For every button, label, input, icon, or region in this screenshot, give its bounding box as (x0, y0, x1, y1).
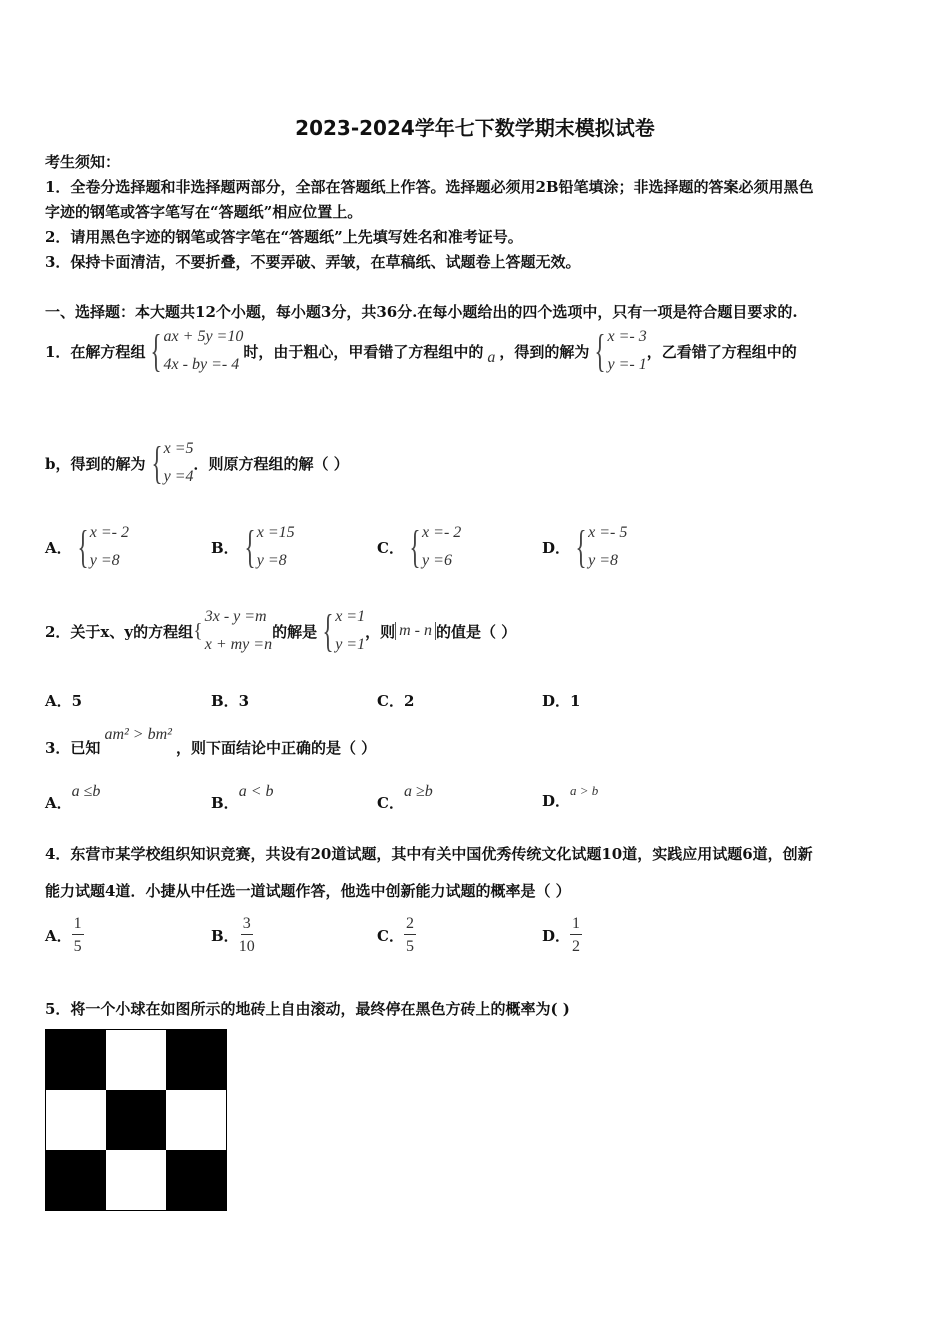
q4-option-a[interactable] (45, 914, 84, 957)
q1-sol1-y: y =- 1 (607, 356, 647, 373)
q1-line2-suffix: ．则原方程组的解（ ） (193, 454, 349, 473)
numerator: 2 (404, 914, 416, 935)
notice-heading: 考生须知： (45, 153, 121, 171)
q4-option-b[interactable] (211, 914, 255, 957)
q2-eq1: 3x - y =m (204, 608, 267, 625)
q2-eq2: x + my =n (204, 636, 273, 653)
brace-icon: { (409, 521, 421, 572)
floor-tile-grid (45, 1029, 227, 1211)
notice-item-1a: 1．全卷分选择题和非选择题两部分，全部在答题纸上作答。选择题必须用2B铅笔填涂；非选择题的答案必须用黑色 (45, 178, 814, 196)
brace-icon: { (244, 521, 256, 572)
notice-item-3: 3．保持卡面清洁，不要折叠，不要弄破、弄皱，在草稿纸、试题卷上答题无效。 (45, 253, 581, 271)
white-tile (106, 1030, 166, 1090)
q2-option-d[interactable]: D．1 (542, 692, 581, 710)
black-tile (166, 1030, 226, 1090)
q4-option-c[interactable] (377, 914, 416, 957)
q1-system (145, 323, 243, 379)
page-title: 2023-2024学年七下数学期末模拟试卷 (295, 116, 655, 140)
q1-eq1: ax + 5y =10 (163, 328, 244, 345)
brace-icon: { (151, 437, 163, 488)
q1-solution-2 (146, 435, 194, 491)
q1-sol2-x: x =5 (163, 440, 194, 457)
white-tile (46, 1090, 106, 1150)
numerator: 3 (241, 914, 253, 935)
brace-icon: { (322, 605, 334, 656)
numerator: 1 (72, 914, 84, 935)
option-expr: a > b (570, 783, 599, 798)
q1-mid3: ，乙看错了方程组中的 (646, 342, 797, 361)
option-label: C． (377, 794, 404, 812)
option-x: x =- 2 (422, 524, 462, 541)
q3-option-c[interactable] (377, 783, 433, 813)
brace-icon: { (594, 325, 606, 376)
option-x: x =15 (256, 524, 295, 541)
option-label: B． (211, 794, 239, 812)
q3-option-d[interactable] (542, 783, 598, 811)
black-tile (166, 1150, 226, 1210)
q1-option-c[interactable] (377, 519, 461, 575)
q3-option-a[interactable] (45, 783, 100, 813)
brace-icon: { (77, 521, 89, 572)
q2-sol-x: x =1 (335, 608, 366, 625)
denominator: 2 (572, 938, 581, 955)
q1-option-b[interactable] (211, 519, 295, 575)
q1-eq2: 4x - by =- 4 (163, 356, 240, 373)
fraction (72, 914, 84, 957)
q1-var-a: a (487, 349, 496, 366)
q2-option-b[interactable]: B．3 (211, 692, 250, 710)
question-2 (45, 603, 516, 659)
fraction (404, 914, 416, 957)
option-expr: a ≥b (403, 783, 433, 800)
q2-abs-expr: m - n (395, 622, 436, 640)
q1-sol1-x: x =- 3 (607, 328, 647, 345)
black-tile (46, 1150, 106, 1210)
option-label: C． (377, 927, 404, 945)
q1-option-d[interactable] (542, 519, 627, 575)
option-expr: a ≤b (71, 783, 101, 800)
white-tile (106, 1150, 166, 1210)
q1-sol2-y: y =4 (163, 468, 194, 485)
question-1-line-1 (45, 323, 797, 379)
q2-option-c[interactable]: C．2 (377, 692, 415, 710)
option-x: x =- 2 (89, 524, 129, 541)
q3-option-b[interactable] (211, 783, 273, 813)
question-1-line-2 (45, 435, 349, 491)
q2-suffix: 的值是（ ） (436, 622, 517, 641)
q1-option-a[interactable] (45, 519, 129, 575)
black-tile (46, 1030, 106, 1090)
section-heading: 一、选择题：本大题共12个小题，每小题3分，共36分.在每小题给出的四个选项中，只有一项是符合题目要求的. (45, 303, 798, 321)
fraction (239, 914, 255, 957)
q2-sol-y: y =1 (335, 636, 366, 653)
q2-prefix: 2．关于x、y的方程组 (45, 622, 194, 641)
option-label: B． (211, 927, 239, 945)
fraction (570, 914, 582, 957)
q3-suffix: ，则下面结论中正确的是（ ） (175, 739, 377, 757)
question-5: 5．将一个小球在如图所示的地砖上自由滚动，最终停在黑色方砖上的概率为( ) (45, 1000, 570, 1018)
option-expr: a < b (238, 783, 274, 800)
q3-expr: am² > bm² (104, 726, 172, 743)
option-label: A． (45, 927, 72, 945)
option-label: B． (211, 538, 239, 557)
option-label: C． (377, 538, 404, 557)
q2-system (193, 603, 272, 659)
denominator: 5 (405, 938, 414, 955)
q2-mid1: 的解是 (272, 622, 318, 641)
question-4-line-1: 4．东营市某学校组织知识竞赛，共设有20道试题，其中有关中国优秀传统文化试题10道，实践应用试题6道，创新 (45, 845, 813, 863)
q1-mid2: ，得到的解为 (499, 342, 590, 361)
option-label: D． (542, 792, 571, 810)
option-label: A． (45, 538, 72, 557)
q4-option-d[interactable] (542, 914, 582, 957)
q1-prefix: 1．在解方程组 (45, 342, 146, 361)
q3-prefix: 3．已知 (45, 739, 101, 757)
white-tile (166, 1090, 226, 1150)
denominator: 10 (238, 938, 255, 955)
option-label: D． (542, 538, 571, 557)
option-y: y =8 (89, 552, 120, 569)
notice-item-1b: 字迹的钢笔或答字笔写在“答题纸”相应位置上。 (45, 203, 363, 221)
brace-icon: { (193, 620, 203, 642)
q2-solution (317, 603, 365, 659)
numerator: 1 (570, 914, 582, 935)
question-4-line-2: 能力试题4道．小捷从中任选一道试题作答，他选中创新能力试题的概率是（ ） (45, 882, 571, 900)
q2-option-a[interactable]: A．5 (45, 692, 83, 710)
q1-solution-1 (589, 323, 646, 379)
brace-icon: { (575, 521, 587, 572)
question-3 (45, 726, 376, 758)
q1-line2-prefix: b，得到的解为 (45, 454, 146, 473)
denominator: 5 (73, 938, 82, 955)
option-y: y =6 (422, 552, 452, 569)
q1-mid1: 时，由于粗心，甲看错了方程组中的 (243, 342, 484, 361)
black-tile (106, 1090, 166, 1150)
option-x: x =- 5 (588, 524, 628, 541)
q2-mid2: ，则 (365, 622, 396, 641)
option-label: D． (542, 927, 571, 945)
notice-item-2: 2．请用黑色字迹的钢笔或答字笔在“答题纸”上先填写姓名和准考证号。 (45, 228, 523, 246)
option-y: y =8 (588, 552, 619, 569)
option-y: y =8 (256, 552, 287, 569)
option-label: A． (45, 794, 72, 812)
brace-icon: { (150, 325, 163, 376)
